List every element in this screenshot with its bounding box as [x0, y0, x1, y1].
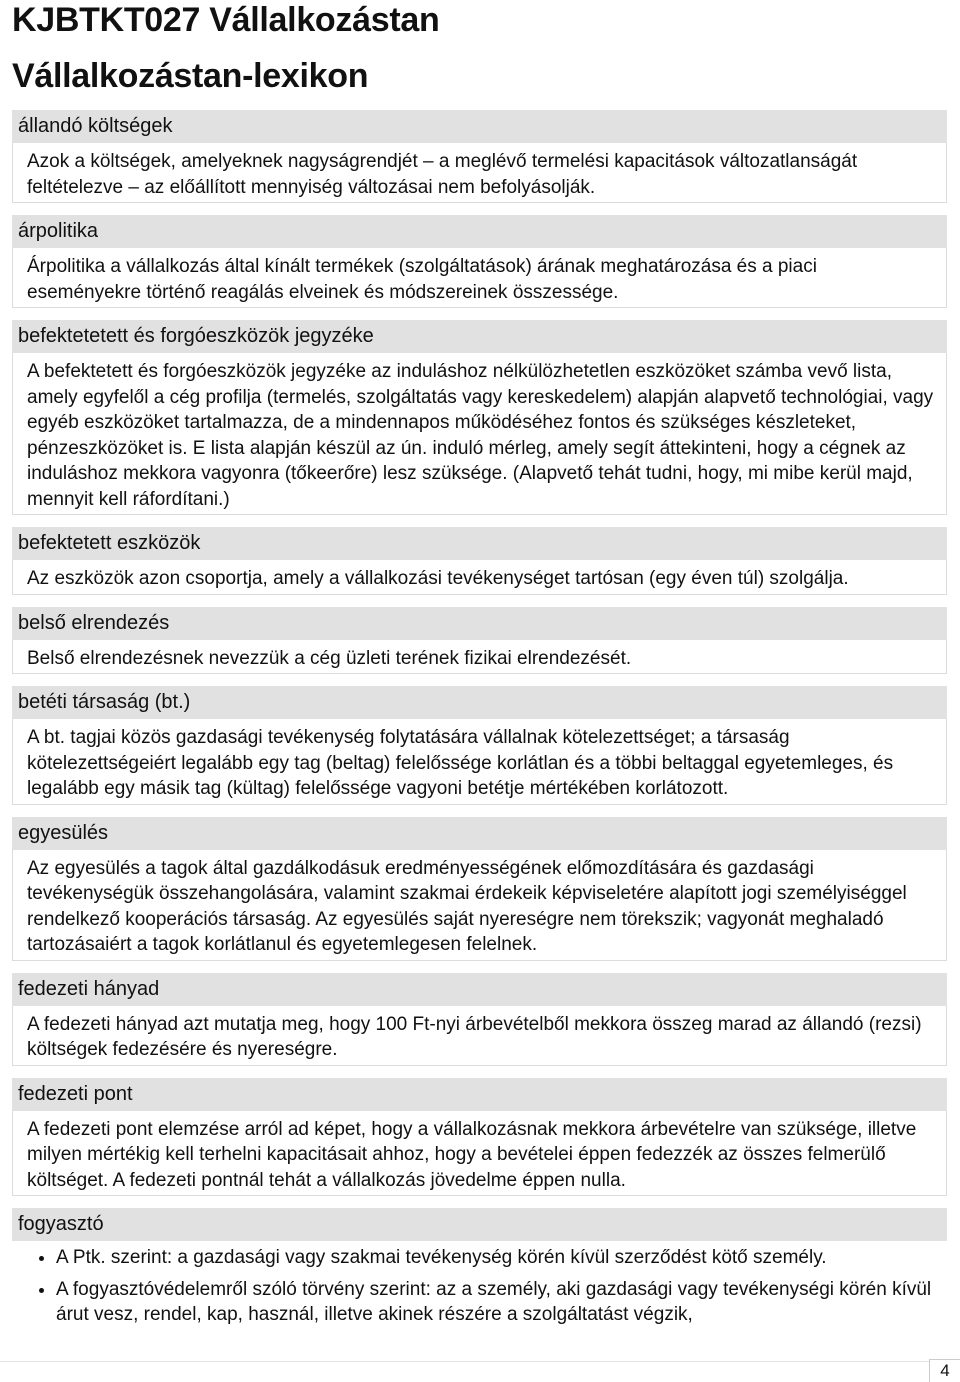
entry-definition: Az eszközök azon csoportja, amely a vállalkozási tevékenységet tartósan (egy éven túl) szolgálja.	[12, 560, 947, 595]
entry-term: belső elrendezés	[12, 607, 947, 640]
entry-definition: A fedezeti hányad azt mutatja meg, hogy 100 Ft-nyi árbevételből mekkora összeg marad az állandó (rezsi) költségek fedezésére és nyereségre.	[12, 1006, 947, 1066]
lexicon-entry	[12, 1078, 947, 1197]
entry-definition: Azok a költségek, amelyeknek nagyságrendjét – a meglévő termelési kapacitások változatlanságát feltételezve – az előállított mennyiség változásai nem befolyásolják.	[12, 143, 947, 203]
lexicon-entry	[12, 607, 947, 675]
lexicon-entry	[12, 215, 947, 308]
footer-divider	[0, 1361, 930, 1362]
lexicon-title: Vállalkozástan-lexikon	[12, 57, 369, 95]
lexicon-entry	[12, 973, 947, 1066]
entry-term: egyesülés	[12, 817, 947, 850]
lexicon-entry	[12, 686, 947, 805]
lexicon-entry	[12, 110, 947, 203]
list-item: • A fogyasztóvédelemről szóló törvény szerint: az a személy, aki gazdasági vagy tevékenységi körén kívül árut vesz, rendel, kap, használ, illetve akinek részére a szolgáltatást végzik,	[56, 1277, 947, 1328]
lexicon-entry	[12, 817, 947, 961]
entry-definition: A fedezeti pont elemzése arról ad képet, hogy a vállalkozásnak mekkora árbevételre van szüksége, illetve milyen mértékig kell terhelni kapacitásait ahhoz, hogy a bevételei éppen fedezzék az összes felmerülő költséget. A fedezeti pontnál tehát a vállalkozás jövedelme éppen nulla.	[12, 1111, 947, 1197]
entry-definition-list	[12, 1241, 947, 1328]
entry-definition: A befektetett és forgóeszközök jegyzéke az induláshoz nélkülözhetetlen eszközöket számba vevő lista, amely egyfelől a cég profilja (termelés, szolgáltatás vagy kereskedelem) alapján alapvető technológiai, vagy egyéb eszközöket tartalmazza, de a mindennapos működéséhez fontos és szükséges készleteket, pénzeszközöket is. E lista alapján készül az ún. induló mérleg, amely segít áttekinteni, hogy a cégnek az induláshoz mekkora vagyonra (tőkeerőre) lesz szüksége. (Alapvető tehát tudni, hogy, mi mibe kerül majd, mennyit kell ráfordítani.)	[12, 353, 947, 515]
entry-term: fedezeti pont	[12, 1078, 947, 1111]
entry-definition: Az egyesülés a tagok által gazdálkodásuk eredményességének előmozdítására és gazdasági tevékenységük összehangolására, valamint szakmai érdekeik képviseletére alapított jogi személyiséggel rendelkező kooperációs társaság. Az egyesülés saját nyereségre nem törekszik; vagyonát meghaladó tartozásaiért a tagok korlátlanul és egyetemlegesen felelnek.	[12, 850, 947, 961]
document-page	[12, 0, 947, 1340]
lexicon-entry	[12, 320, 947, 515]
entry-term: fedezeti hányad	[12, 973, 947, 1006]
entry-definition: Árpolitika a vállalkozás által kínált termékek (szolgáltatások) árának meghatározása és a piaci eseményekre történő reagálás elveinek és módszereinek összessége.	[12, 248, 947, 308]
entry-term: állandó költségek	[12, 110, 947, 143]
lexicon-entry-last	[12, 1208, 947, 1328]
entry-definition: A bt. tagjai közös gazdasági tevékenység folytatására vállalnak kötelezettséget; a társaság kötelezettségeiért legalább egy tag (beltag) felelőssége korlátlan és a többi beltaggal egyetemleges, és legalább egy másik tag (kültag) felelőssége vagyoni betétje mértékében korlátozott.	[12, 719, 947, 805]
entry-term: betéti társaság (bt.)	[12, 686, 947, 719]
entry-definition: Belső elrendezésnek nevezzük a cég üzleti terének fizikai elrendezését.	[12, 640, 947, 675]
lexicon-entry	[12, 527, 947, 595]
list-item: • A Ptk. szerint: a gazdasági vagy szakmai tevékenység körén kívül szerződést kötő személy.	[56, 1245, 947, 1271]
lexicon-entries	[12, 110, 947, 1328]
entry-term: befektetett eszközök	[12, 527, 947, 560]
entry-term: fogyasztó	[12, 1208, 947, 1241]
entry-term: befektetetett és forgóeszközök jegyzéke	[12, 320, 947, 353]
entry-term: árpolitika	[12, 215, 947, 248]
page-number: 4	[929, 1359, 960, 1382]
document-title: KJBTKT027 Vállalkozástan	[12, 1, 440, 39]
